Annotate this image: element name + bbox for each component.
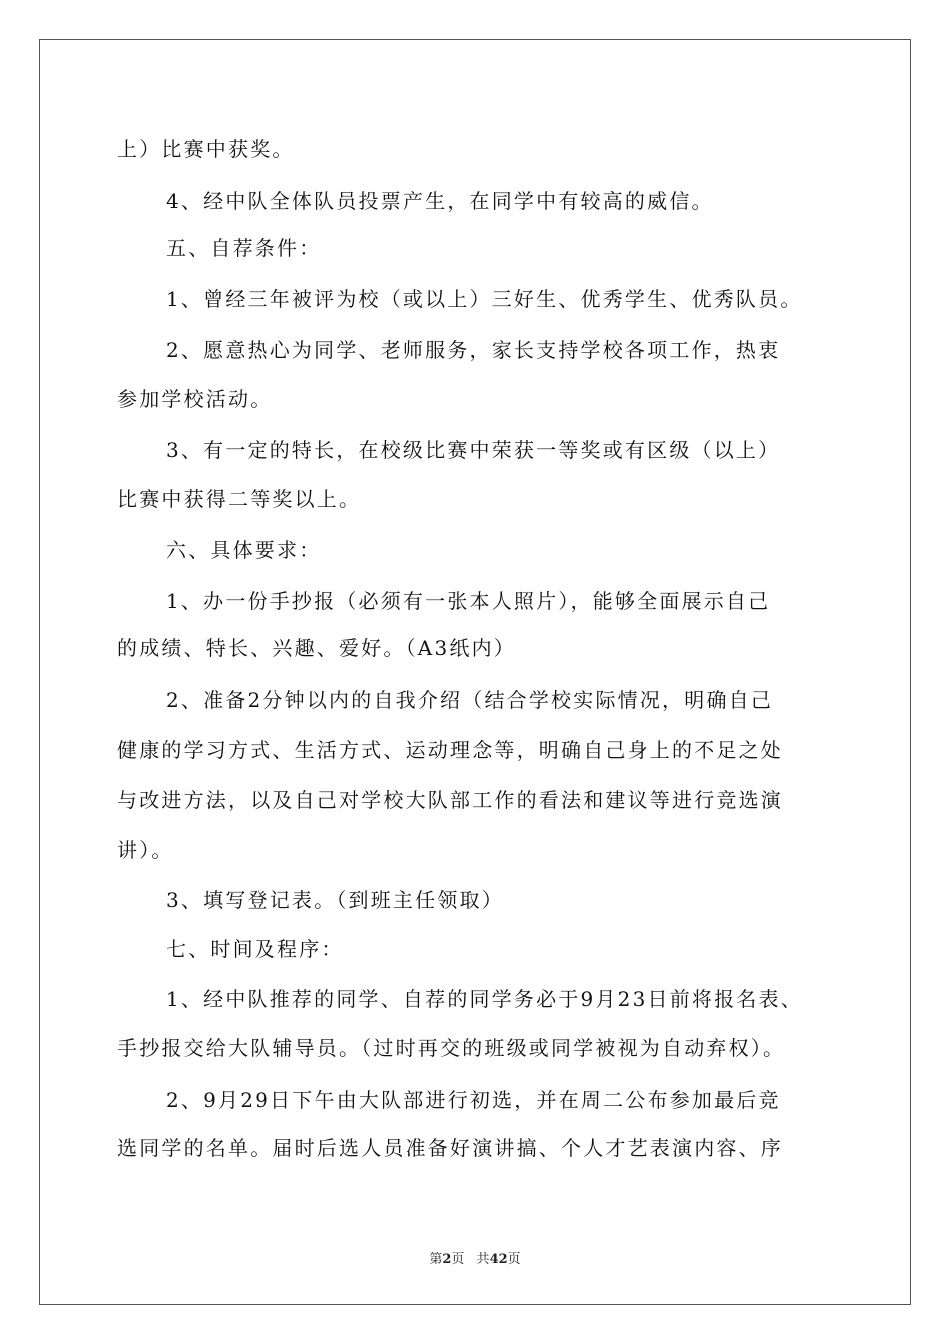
text-line: 3、有一定的特长，在校级比赛中荣获一等奖或有区级（以上） xyxy=(166,438,781,462)
page-total: 共42页 xyxy=(476,1252,521,1267)
text-line: 讲）。 xyxy=(117,838,174,862)
text-line: 参加学校活动。 xyxy=(117,387,273,411)
text-line: 选同学的名单。届时后选人员准备好演讲搞、个人才艺表演内容、序 xyxy=(117,1136,783,1160)
text-line: 1、办一份手抄报（必须有一张本人照片），能够全面展示自己 xyxy=(166,589,771,613)
text-line: 2、准备2分钟以内的自我介绍（结合学校实际情况，明确自己 xyxy=(166,688,774,712)
text-line: 手抄报交给大队辅导员。（过时再交的班级或同学被视为自动弃权）。 xyxy=(117,1036,786,1060)
text-line: 上）比赛中获奖。 xyxy=(117,137,295,161)
section-heading: 七、时间及程序： xyxy=(166,937,344,961)
text-line: 的成绩、特长、兴趣、爱好。（A3纸内） xyxy=(117,636,516,660)
text-line: 2、愿意热心为同学、老师服务，家长支持学校各项工作，热衷 xyxy=(166,338,781,362)
section-heading: 五、自荐条件： xyxy=(166,236,322,260)
text-line: 1、经中队推荐的同学、自荐的同学务必于9月23日前将报名表、 xyxy=(166,987,803,1011)
page-number: 第2页 xyxy=(429,1252,465,1267)
text-line: 2、9月29日下午由大队部进行初选，并在周二公布参加最后竞 xyxy=(166,1088,781,1112)
text-line: 1、曾经三年被评为校（或以上）三好生、优秀学生、优秀队员。 xyxy=(166,287,803,311)
text-line: 健康的学习方式、生活方式、运动理念等，明确自己身上的不足之处 xyxy=(117,738,783,762)
text-line: 4、经中队全体队员投票产生，在同学中有较高的威信。 xyxy=(166,189,714,213)
page-footer xyxy=(0,1248,950,1267)
page-border xyxy=(39,39,911,1305)
text-line: 与改进方法，以及自己对学校大队部工作的看法和建议等进行竞选演 xyxy=(117,788,783,812)
text-line: 比赛中获得二等奖以上。 xyxy=(117,487,362,511)
text-line: 3、填写登记表。（到班主任领取） xyxy=(166,888,504,912)
section-heading: 六、具体要求： xyxy=(166,538,322,562)
